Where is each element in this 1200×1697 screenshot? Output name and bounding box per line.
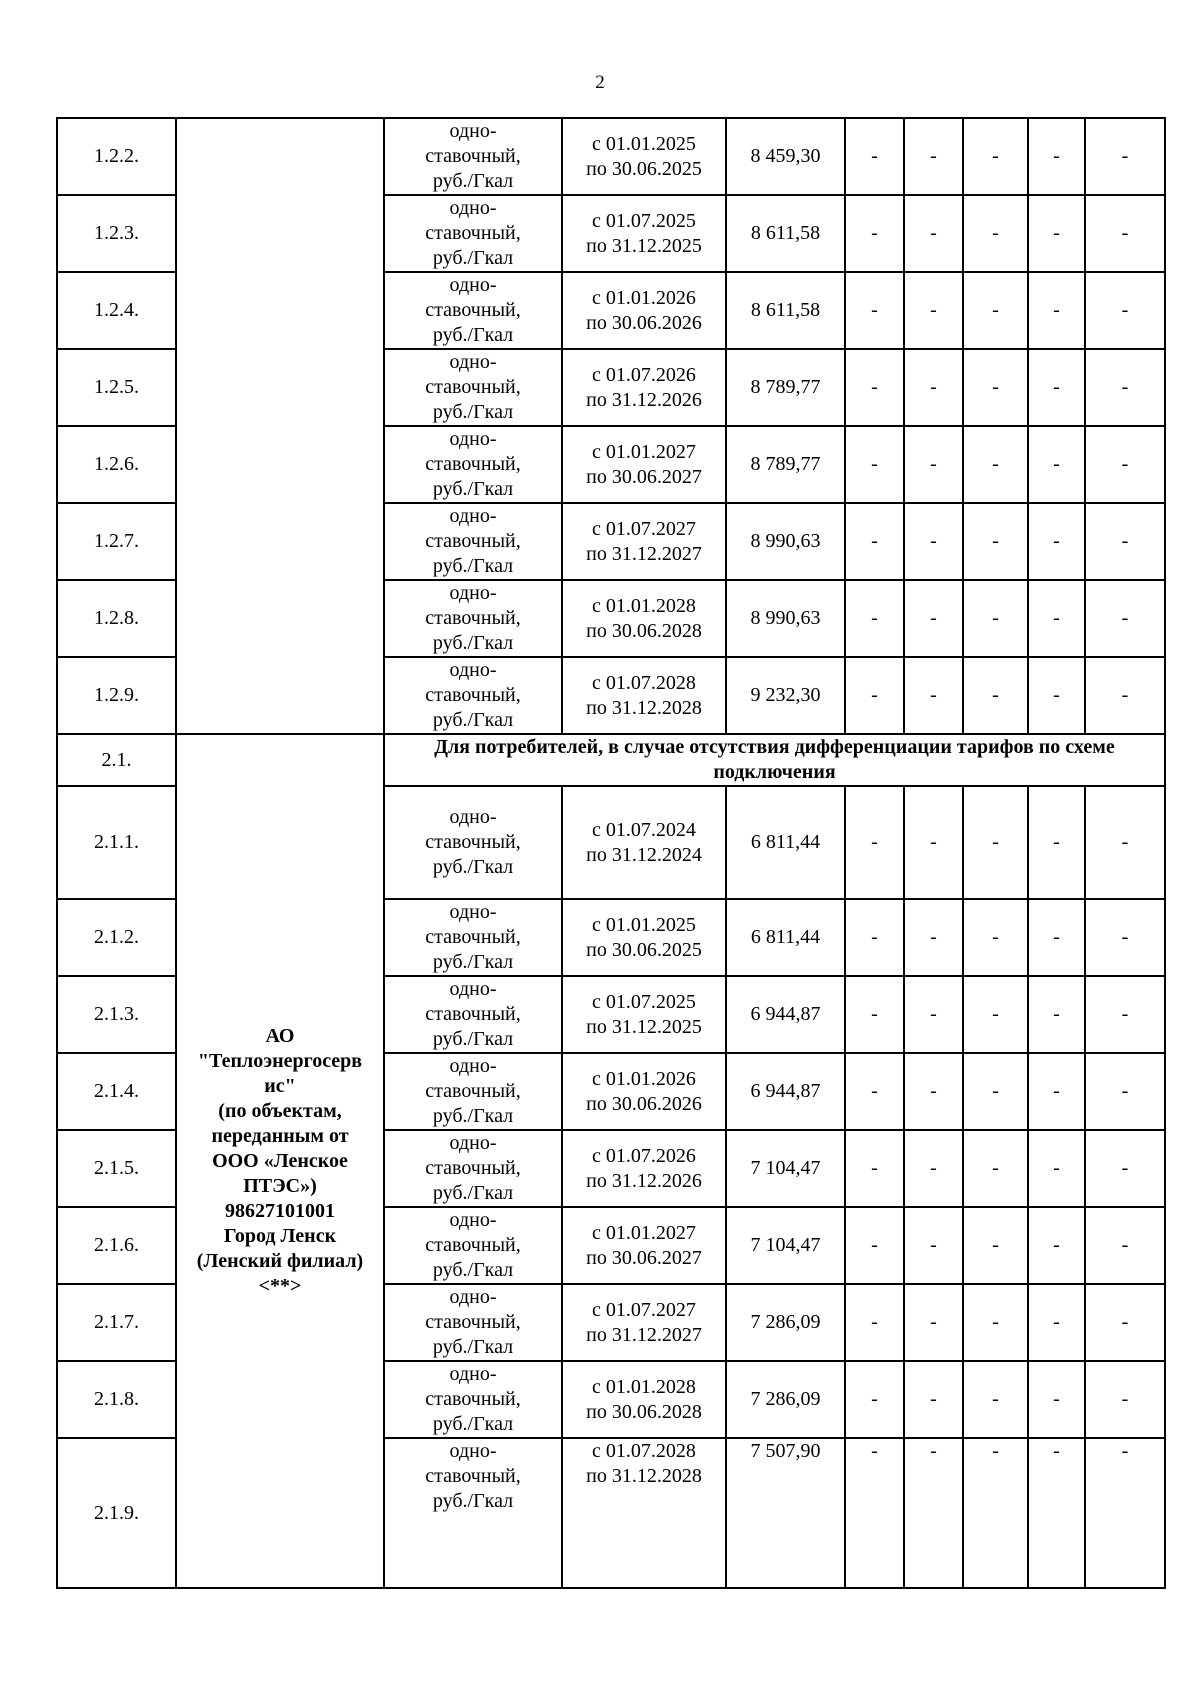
row-number: 2.1.2. xyxy=(57,899,176,976)
tariff-value: 8 459,30 xyxy=(726,118,845,195)
period-cell: с 01.07.2028 по 31.12.2028 xyxy=(562,657,726,734)
period-cell: с 01.07.2026 по 31.12.2026 xyxy=(562,1130,726,1207)
tariff-value: 7 104,47 xyxy=(726,1130,845,1207)
empty-value-cell: - xyxy=(1085,426,1165,503)
tariff-value: 6 944,87 xyxy=(726,1053,845,1130)
row-number: 2.1.5. xyxy=(57,1130,176,1207)
empty-value-cell: - xyxy=(1085,786,1165,899)
empty-value-cell: - xyxy=(1085,195,1165,272)
empty-value-cell: - xyxy=(1028,899,1085,976)
empty-value-cell: - xyxy=(1028,349,1085,426)
period-cell: с 01.07.2027 по 31.12.2027 xyxy=(562,1284,726,1361)
rate-unit: одно- ставочный, руб./Гкал xyxy=(384,1361,562,1438)
empty-value-cell: - xyxy=(963,1053,1028,1130)
empty-value-cell: - xyxy=(904,786,963,899)
empty-value-cell: - xyxy=(904,657,963,734)
empty-value-cell: - xyxy=(963,1361,1028,1438)
empty-value-cell: - xyxy=(963,272,1028,349)
empty-value-cell: - xyxy=(845,899,904,976)
tariff-value: 7 286,09 xyxy=(726,1284,845,1361)
period-cell: с 01.07.2028 по 31.12.2028 xyxy=(562,1438,726,1588)
rate-unit: одно- ставочный, руб./Гкал xyxy=(384,657,562,734)
empty-value-cell: - xyxy=(1028,272,1085,349)
period-cell: с 01.07.2026 по 31.12.2026 xyxy=(562,349,726,426)
rate-unit: одно- ставочный, руб./Гкал xyxy=(384,426,562,503)
empty-value-cell: - xyxy=(904,426,963,503)
tariff-value: 8 611,58 xyxy=(726,272,845,349)
empty-value-cell: - xyxy=(904,272,963,349)
period-cell: с 01.07.2024 по 31.12.2024 xyxy=(562,786,726,899)
organization-name: АО "Теплоэнергосерв ис" (по объектам, переданным от ООО «Ленское ПТЭС») 98627101001 Город Ленск (Ленский филиал) <**> xyxy=(196,1024,364,1297)
empty-value-cell: - xyxy=(904,976,963,1053)
tariff-value: 9 232,30 xyxy=(726,657,845,734)
rate-unit: одно- ставочный, руб./Гкал xyxy=(384,1438,562,1588)
rate-unit: одно- ставочный, руб./Гкал xyxy=(384,195,562,272)
empty-value-cell: - xyxy=(845,349,904,426)
empty-value-cell: - xyxy=(1028,786,1085,899)
period-cell: с 01.01.2025 по 30.06.2025 xyxy=(562,899,726,976)
row-number: 2.1.7. xyxy=(57,1284,176,1361)
organization-cell xyxy=(176,734,384,1588)
empty-value-cell: - xyxy=(1085,1438,1165,1588)
rate-unit: одно- ставочный, руб./Гкал xyxy=(384,1284,562,1361)
tariff-value: 6 944,87 xyxy=(726,976,845,1053)
empty-value-cell: - xyxy=(904,1053,963,1130)
rate-unit: одно- ставочный, руб./Гкал xyxy=(384,118,562,195)
tariff-value: 8 990,63 xyxy=(726,580,845,657)
row-number: 2.1.4. xyxy=(57,1053,176,1130)
tariff-value: 7 286,09 xyxy=(726,1361,845,1438)
empty-value-cell: - xyxy=(1028,1438,1085,1588)
empty-value-cell: - xyxy=(963,1130,1028,1207)
empty-value-cell: - xyxy=(845,272,904,349)
empty-value-cell: - xyxy=(963,786,1028,899)
empty-value-cell: - xyxy=(1085,976,1165,1053)
empty-value-cell: - xyxy=(904,899,963,976)
empty-value-cell: - xyxy=(845,1053,904,1130)
row-number: 2.1.1. xyxy=(57,786,176,899)
section-heading-text: Для потребителей, в случае отсутствия дифференциации тарифов по схеме подключения xyxy=(434,736,1115,783)
empty-value-cell: - xyxy=(845,118,904,195)
empty-value-cell: - xyxy=(1085,1130,1165,1207)
row-number: 1.2.6. xyxy=(57,426,176,503)
period-cell: с 01.01.2026 по 30.06.2026 xyxy=(562,1053,726,1130)
empty-value-cell: - xyxy=(845,426,904,503)
empty-value-cell: - xyxy=(1028,580,1085,657)
rate-unit: одно- ставочный, руб./Гкал xyxy=(384,503,562,580)
empty-value-cell: - xyxy=(1085,657,1165,734)
tariff-value: 8 990,63 xyxy=(726,503,845,580)
period-cell: с 01.01.2026 по 30.06.2026 xyxy=(562,272,726,349)
rate-unit: одно- ставочный, руб./Гкал xyxy=(384,786,562,899)
empty-value-cell: - xyxy=(1028,1130,1085,1207)
empty-value-cell: - xyxy=(845,657,904,734)
empty-value-cell: - xyxy=(963,349,1028,426)
period-cell: с 01.01.2025 по 30.06.2025 xyxy=(562,118,726,195)
empty-value-cell: - xyxy=(845,976,904,1053)
empty-value-cell: - xyxy=(1085,1207,1165,1284)
empty-value-cell: - xyxy=(845,786,904,899)
empty-value-cell: - xyxy=(1028,118,1085,195)
period-cell: с 01.01.2027 по 30.06.2027 xyxy=(562,426,726,503)
rate-unit: одно- ставочный, руб./Гкал xyxy=(384,899,562,976)
empty-value-cell: - xyxy=(1085,580,1165,657)
empty-value-cell: - xyxy=(1028,657,1085,734)
empty-value-cell: - xyxy=(1085,899,1165,976)
row-number: 1.2.3. xyxy=(57,195,176,272)
empty-value-cell: - xyxy=(904,1438,963,1588)
empty-value-cell: - xyxy=(845,1438,904,1588)
row-number: 1.2.5. xyxy=(57,349,176,426)
empty-value-cell: - xyxy=(963,503,1028,580)
empty-value-cell: - xyxy=(904,1361,963,1438)
empty-value-cell: - xyxy=(963,1438,1028,1588)
row-number: 1.2.2. xyxy=(57,118,176,195)
empty-value-cell: - xyxy=(845,503,904,580)
row-number: 2.1.6. xyxy=(57,1207,176,1284)
rate-unit: одно- ставочный, руб./Гкал xyxy=(384,1207,562,1284)
empty-value-cell: - xyxy=(1028,1284,1085,1361)
empty-value-cell: - xyxy=(1085,1053,1165,1130)
empty-value-cell: - xyxy=(1028,426,1085,503)
empty-value-cell: - xyxy=(1028,1361,1085,1438)
empty-value-cell: - xyxy=(904,118,963,195)
empty-value-cell: - xyxy=(1085,503,1165,580)
empty-value-cell: - xyxy=(904,580,963,657)
empty-value-cell: - xyxy=(1028,1207,1085,1284)
empty-value-cell: - xyxy=(845,580,904,657)
rate-unit: одно- ставочный, руб./Гкал xyxy=(384,272,562,349)
tariff-value: 6 811,44 xyxy=(726,786,845,899)
empty-value-cell: - xyxy=(1085,1361,1165,1438)
empty-value-cell: - xyxy=(963,899,1028,976)
empty-value-cell: - xyxy=(963,976,1028,1053)
empty-value-cell: - xyxy=(845,195,904,272)
row-number: 2.1.3. xyxy=(57,976,176,1053)
empty-value-cell: - xyxy=(904,1284,963,1361)
row-number: 1.2.9. xyxy=(57,657,176,734)
section-number: 2.1. xyxy=(57,734,176,786)
empty-value-cell: - xyxy=(1028,976,1085,1053)
page-number: 2 xyxy=(595,72,605,93)
tariff-table xyxy=(56,117,1166,1589)
empty-value-cell: - xyxy=(845,1207,904,1284)
period-cell: с 01.01.2027 по 30.06.2027 xyxy=(562,1207,726,1284)
tariff-value: 8 789,77 xyxy=(726,349,845,426)
rate-unit: одно- ставочный, руб./Гкал xyxy=(384,580,562,657)
period-cell: с 01.01.2028 по 30.06.2028 xyxy=(562,580,726,657)
row-number: 1.2.8. xyxy=(57,580,176,657)
period-cell: с 01.01.2028 по 30.06.2028 xyxy=(562,1361,726,1438)
tariff-value: 7 507,90 xyxy=(726,1438,845,1588)
tariff-value: 7 104,47 xyxy=(726,1207,845,1284)
empty-value-cell: - xyxy=(904,1207,963,1284)
section-row xyxy=(57,734,1165,786)
empty-value-cell: - xyxy=(963,195,1028,272)
period-cell: с 01.07.2027 по 31.12.2027 xyxy=(562,503,726,580)
table-row xyxy=(57,118,1165,195)
empty-value-cell: - xyxy=(963,657,1028,734)
empty-value-cell: - xyxy=(904,1130,963,1207)
rate-unit: одно- ставочный, руб./Гкал xyxy=(384,1130,562,1207)
row-number: 1.2.4. xyxy=(57,272,176,349)
empty-value-cell: - xyxy=(904,195,963,272)
empty-value-cell: - xyxy=(1028,1053,1085,1130)
empty-value-cell: - xyxy=(1028,503,1085,580)
row-number: 1.2.7. xyxy=(57,503,176,580)
organization-cell-continued xyxy=(176,118,384,734)
empty-value-cell: - xyxy=(904,349,963,426)
empty-value-cell: - xyxy=(845,1130,904,1207)
empty-value-cell: - xyxy=(963,580,1028,657)
section-heading xyxy=(384,734,1165,786)
empty-value-cell: - xyxy=(845,1284,904,1361)
empty-value-cell: - xyxy=(963,1207,1028,1284)
period-cell: с 01.07.2025 по 31.12.2025 xyxy=(562,976,726,1053)
rate-unit: одно- ставочный, руб./Гкал xyxy=(384,976,562,1053)
row-number: 2.1.9. xyxy=(57,1438,176,1588)
rate-unit: одно- ставочный, руб./Гкал xyxy=(384,1053,562,1130)
empty-value-cell: - xyxy=(963,118,1028,195)
tariff-value: 6 811,44 xyxy=(726,899,845,976)
empty-value-cell: - xyxy=(1028,195,1085,272)
empty-value-cell: - xyxy=(845,1361,904,1438)
empty-value-cell: - xyxy=(1085,118,1165,195)
period-cell: с 01.07.2025 по 31.12.2025 xyxy=(562,195,726,272)
empty-value-cell: - xyxy=(1085,272,1165,349)
tariff-value: 8 611,58 xyxy=(726,195,845,272)
empty-value-cell: - xyxy=(1085,349,1165,426)
table-body xyxy=(57,118,1165,1588)
tariff-value: 8 789,77 xyxy=(726,426,845,503)
rate-unit: одно- ставочный, руб./Гкал xyxy=(384,349,562,426)
empty-value-cell: - xyxy=(963,426,1028,503)
empty-value-cell: - xyxy=(963,1284,1028,1361)
empty-value-cell: - xyxy=(1085,1284,1165,1361)
row-number: 2.1.8. xyxy=(57,1361,176,1438)
empty-value-cell: - xyxy=(904,503,963,580)
